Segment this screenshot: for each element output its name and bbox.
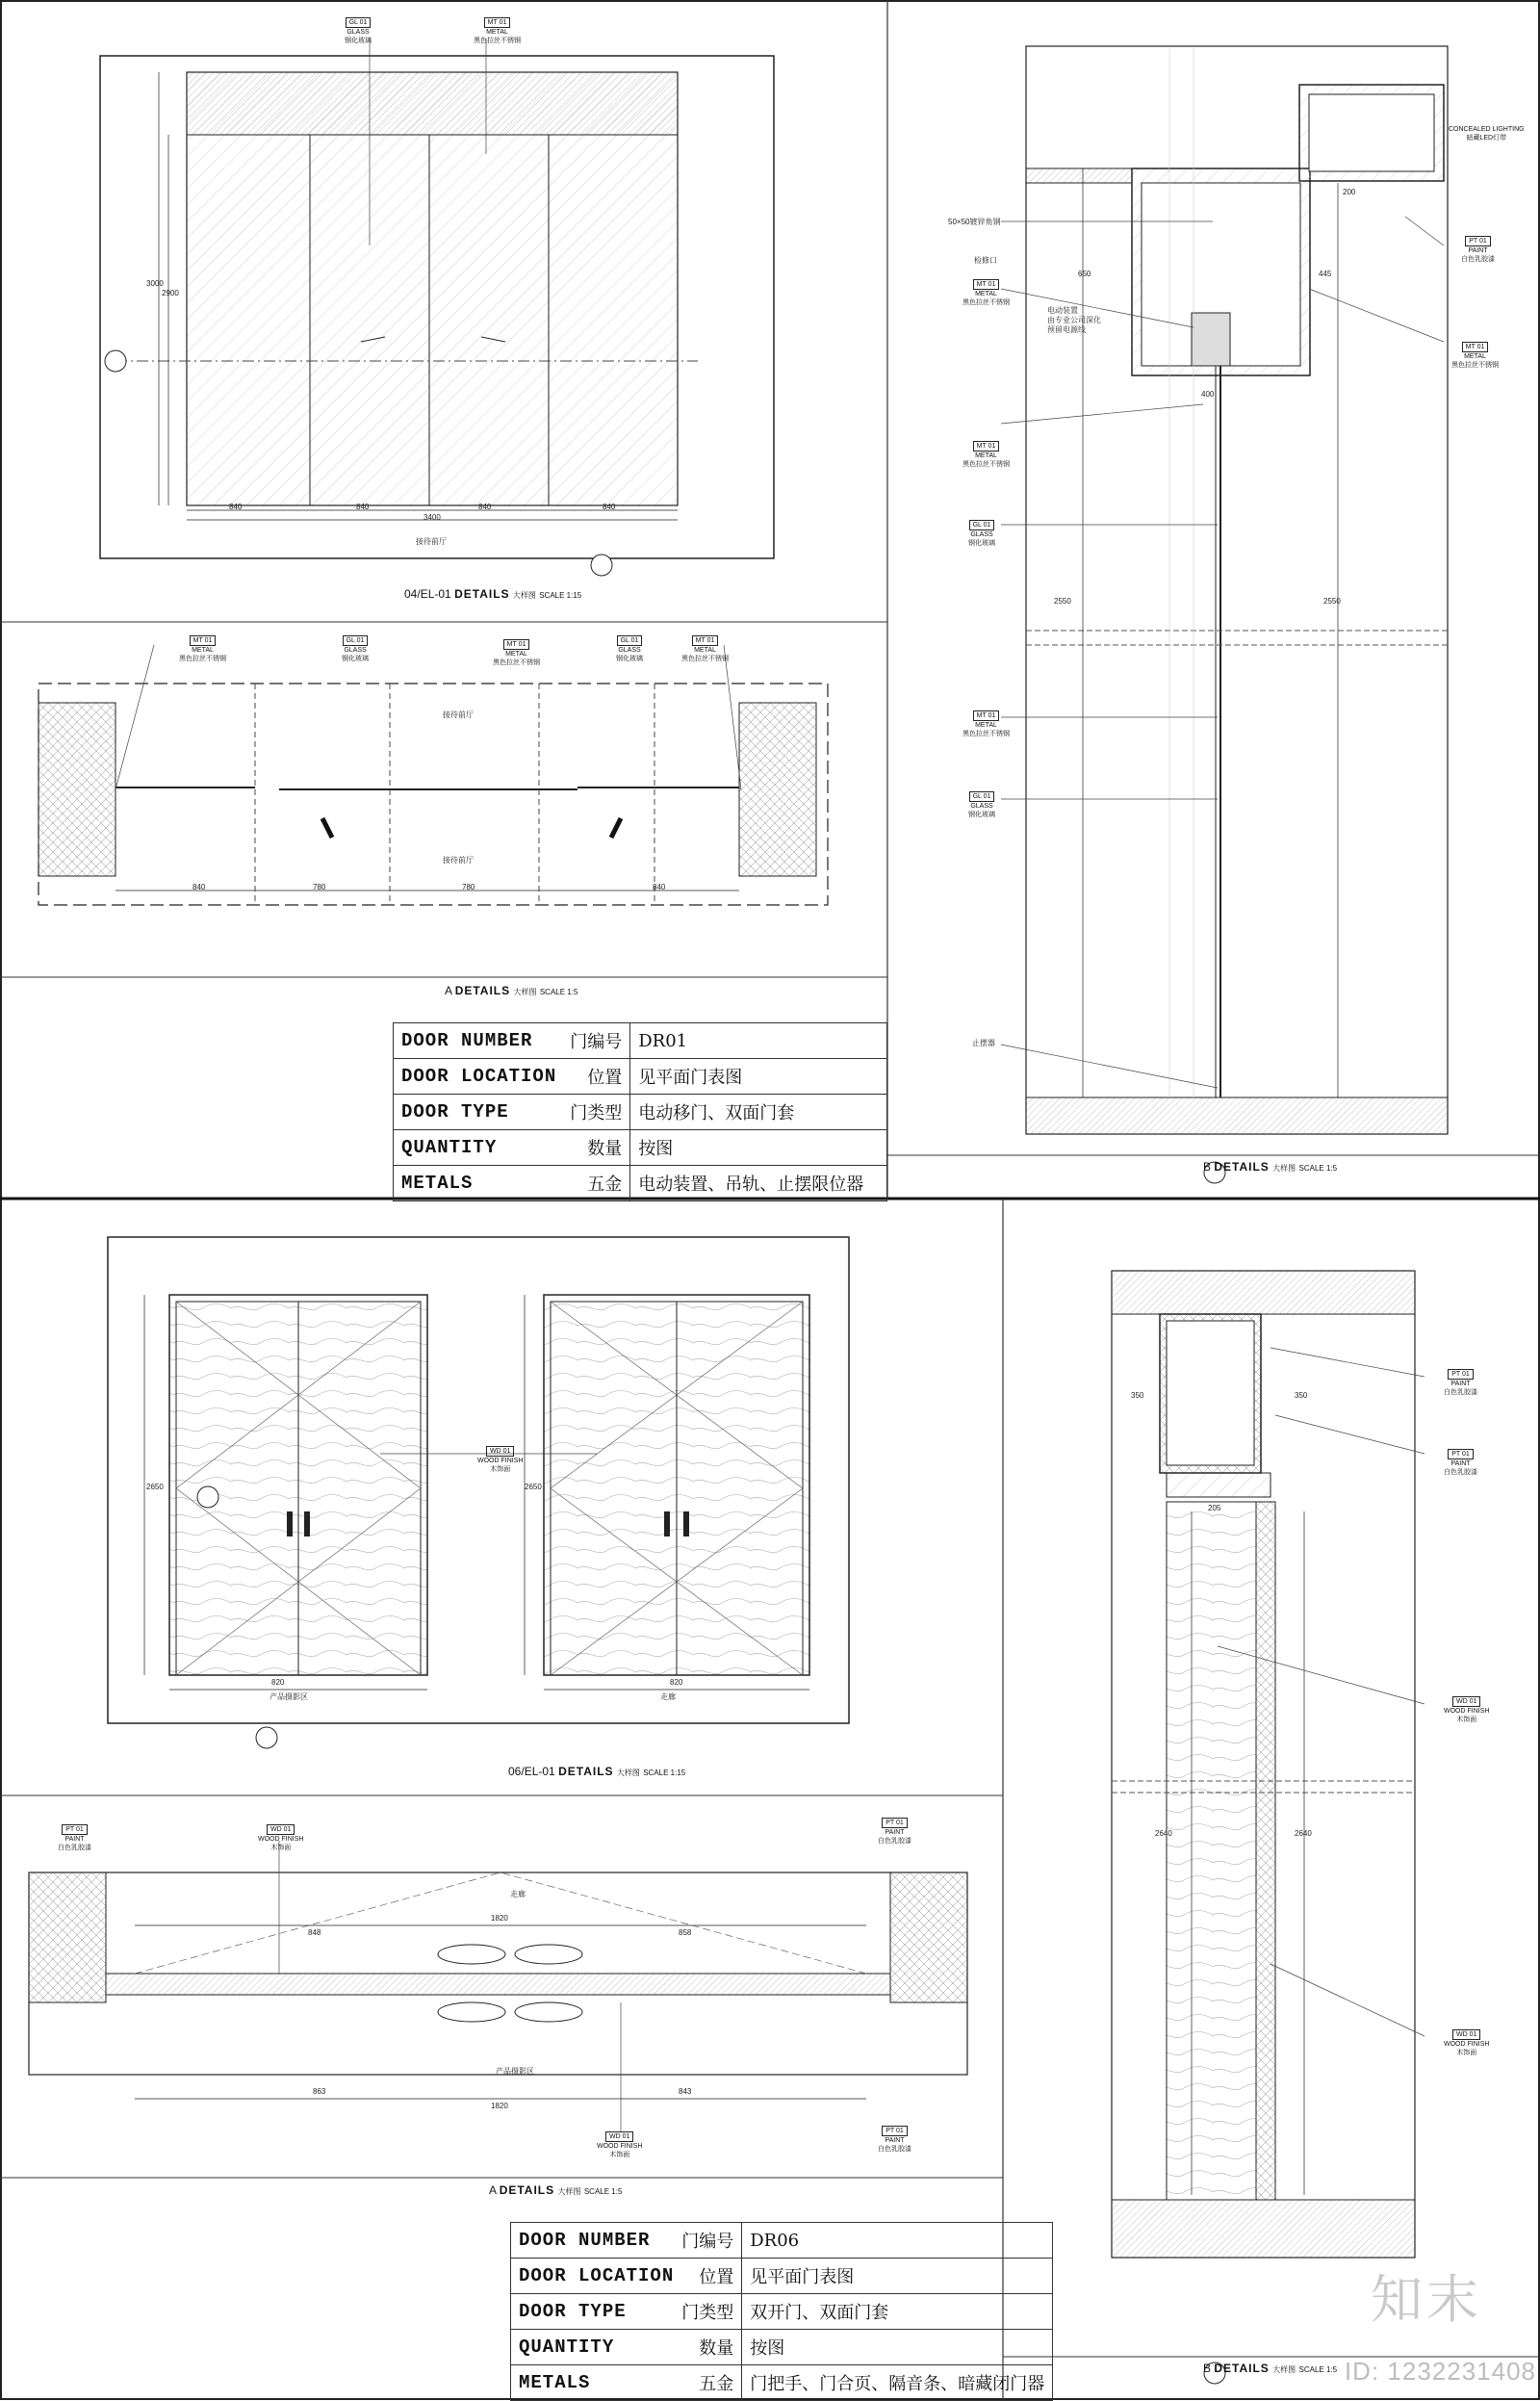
tag-wood-section2-2: WD 01 WOOD FINISH 木饰面 [1444, 2031, 1490, 2056]
tag-metal-section-right: MT 01 METAL 黑色拉丝不锈钢 [1451, 344, 1499, 369]
tag-metal-plan-left: MT 01 METAL 黑色拉丝不锈钢 [179, 637, 226, 662]
dim-total-height: 3000 [146, 279, 164, 288]
caption-section-sliding: B DETAILS 大样图 SCALE 1:5 [1203, 1160, 1338, 1174]
door-schedule-dr01 [393, 1022, 887, 1201]
dim-total-width: 3400 [424, 513, 441, 522]
dim-section-650: 650 [1078, 270, 1091, 278]
dim-door-height: 2900 [162, 289, 179, 297]
tag-glass-plan-left: GL 01 GLASS 钢化玻璃 [342, 637, 369, 662]
tag-metal-section-2: MT 01 METAL 黑色拉丝不锈钢 [962, 443, 1010, 468]
tag-metal-plan-center: MT 01 METAL 黑色拉丝不锈钢 [493, 641, 540, 666]
tag-paint-plan-left: PT 01 PAINT 白色乳胶漆 [58, 1826, 91, 1851]
dim-panel-1: 840 [229, 503, 243, 511]
watermark-logo: 知末 [1371, 2269, 1482, 2330]
dim-section-2550-right: 2550 [1323, 597, 1341, 606]
dim-panel-2: 840 [356, 503, 370, 511]
dim-door-width-left: 820 [271, 1678, 285, 1687]
dim-section-400: 400 [1201, 390, 1215, 399]
dim-plan-848: 848 [308, 1928, 321, 1937]
tag-glass-elevation: GL 01 GLASS 钢化玻璃 [345, 19, 372, 44]
dim-plan-843: 843 [679, 2087, 692, 2096]
dim-door-height-right: 2650 [525, 1483, 542, 1491]
dim-panel-3: 840 [478, 503, 492, 511]
tag-metal-section-3: MT 01 METAL 黑色拉丝不锈钢 [962, 712, 1010, 737]
plan-double-doors [29, 1841, 967, 2132]
tag-glass-section-1: GL 01 GLASS 钢化玻璃 [968, 522, 995, 547]
schedule-row: DOOR NUMBER 门编号 DR01 [394, 1023, 887, 1059]
section-double-doors [1112, 1271, 1424, 2384]
dim-section2-350-right: 350 [1295, 1391, 1308, 1400]
tag-metal-elevation: MT 01 METAL 黑色拉丝不锈钢 [474, 19, 521, 44]
plan-sliding-door [38, 645, 828, 905]
dim-section2-350-left: 350 [1131, 1391, 1144, 1400]
tag-wood-section2-1: WD 01 WOOD FINISH 木饰面 [1444, 1698, 1490, 1723]
dim-plan-840-right: 840 [653, 883, 666, 891]
note-lobby-bottom: 接待前厅 [443, 856, 474, 865]
schedule-row: DOOR NUMBER 门编号 DR06 [511, 2223, 1053, 2259]
schedule-row: DOOR LOCATION 位置 见平面门表图 [394, 1059, 887, 1095]
tag-paint-plan-right-top: PT 01 PAINT 白色乳胶漆 [878, 1820, 911, 1845]
tag-wood-plan-top: WD 01 WOOD FINISH 木饰面 [258, 1826, 304, 1851]
section-sliding-door [1001, 46, 1448, 1183]
door-schedule-dr06 [510, 2222, 1053, 2401]
elevation-double-doors [108, 1237, 849, 1748]
note-photo-area-plan: 产品摄影区 [496, 2067, 534, 2076]
note-photo-area-elevation: 产品摄影区 [270, 1692, 308, 1701]
tag-paint-section2-2: PT 01 PAINT 白色乳胶漆 [1444, 1451, 1477, 1476]
tag-metal-plan-right: MT 01 METAL 黑色拉丝不锈钢 [681, 637, 729, 662]
dim-section-445: 445 [1319, 270, 1332, 278]
caption-plan-double: A DETAILS 大样图 SCALE 1:5 [489, 2183, 623, 2197]
dim-door-width-right: 820 [670, 1678, 683, 1687]
dim-door-height-left: 2650 [146, 1483, 164, 1491]
dim-section2-205: 205 [1208, 1504, 1221, 1512]
tag-wood-elevation: WD 01 WOOD FINISH 木饰面 [477, 1448, 524, 1473]
tag-wood-plan-bottom: WD 01 WOOD FINISH 木饰面 [597, 2133, 643, 2158]
tag-glass-plan-right: GL 01 GLASS 钢化玻璃 [616, 637, 643, 662]
note-access: 检修口 [974, 256, 997, 265]
dim-plan-840-left: 840 [192, 883, 206, 891]
note-steel: 50×50镀锌角钢 [948, 218, 1001, 226]
elevation-sliding-door [100, 39, 774, 576]
schedule-row: DOOR LOCATION 位置 见平面门表图 [511, 2259, 1053, 2294]
caption-plan-sliding: A DETAILS 大样图 SCALE 1:5 [445, 984, 578, 997]
schedule-row: METALS 五金 门把手、门合页、隔音条、暗藏闭门器 [511, 2365, 1053, 2401]
note-lobby-top: 接待前厅 [443, 710, 474, 719]
note-stopper: 止摆器 [972, 1039, 995, 1047]
dim-section-200: 200 [1343, 188, 1356, 196]
note-motor: 电动装置 由专业公司深化 预留电源线 [1047, 306, 1101, 334]
note-lobby-elevation: 接待前厅 [416, 537, 447, 546]
dim-section2-2640-right: 2640 [1295, 1829, 1312, 1838]
dim-section2-2640-left: 2640 [1155, 1829, 1172, 1838]
schedule-row: QUANTITY 数量 按图 [394, 1130, 887, 1166]
dim-plan-1820-top: 1820 [491, 1914, 508, 1923]
dim-plan-858: 858 [679, 1928, 692, 1937]
caption-section-double: B DETAILS 大样图 SCALE 1:5 [1203, 2362, 1338, 2375]
caption-elevation-double: 06/EL-01 DETAILS 大样图 SCALE 1:15 [508, 1765, 686, 1778]
caption-elevation-sliding: 04/EL-01 DETAILS 大样图 SCALE 1:15 [404, 587, 582, 601]
dim-panel-4: 840 [603, 503, 616, 511]
tag-metal-section-1: MT 01 METAL 黑色拉丝不锈钢 [962, 281, 1010, 306]
tag-glass-section-2: GL 01 GLASS 钢化玻璃 [968, 793, 995, 818]
tag-paint-section-top: PT 01 PAINT 白色乳胶漆 [1461, 238, 1495, 263]
dim-plan-780-right: 780 [462, 883, 475, 891]
watermark-id: ID: 1232231408 [1344, 2357, 1536, 2386]
schedule-row: DOOR TYPE 门类型 电动移门、双面门套 [394, 1095, 887, 1130]
dim-plan-780-left: 780 [313, 883, 326, 891]
note-corridor-plan: 走廊 [510, 1890, 526, 1898]
dim-plan-863: 863 [313, 2087, 326, 2096]
tag-paint-section2-1: PT 01 PAINT 白色乳胶漆 [1444, 1371, 1477, 1396]
schedule-row: QUANTITY 数量 按图 [511, 2330, 1053, 2365]
schedule-row: DOOR TYPE 门类型 双开门、双面门套 [511, 2294, 1053, 2330]
dim-section-2550-left: 2550 [1054, 597, 1071, 606]
tag-lighting: CONCEALED LIGHTING 暗藏LED灯带 [1449, 126, 1525, 142]
note-corridor-elevation: 走廊 [660, 1692, 676, 1701]
schedule-row: METALS 五金 电动装置、吊轨、止摆限位器 [394, 1166, 887, 1201]
tag-paint-plan-right-bottom: PT 01 PAINT 白色乳胶漆 [878, 2128, 911, 2153]
dim-plan-1820-bottom: 1820 [491, 2102, 508, 2110]
